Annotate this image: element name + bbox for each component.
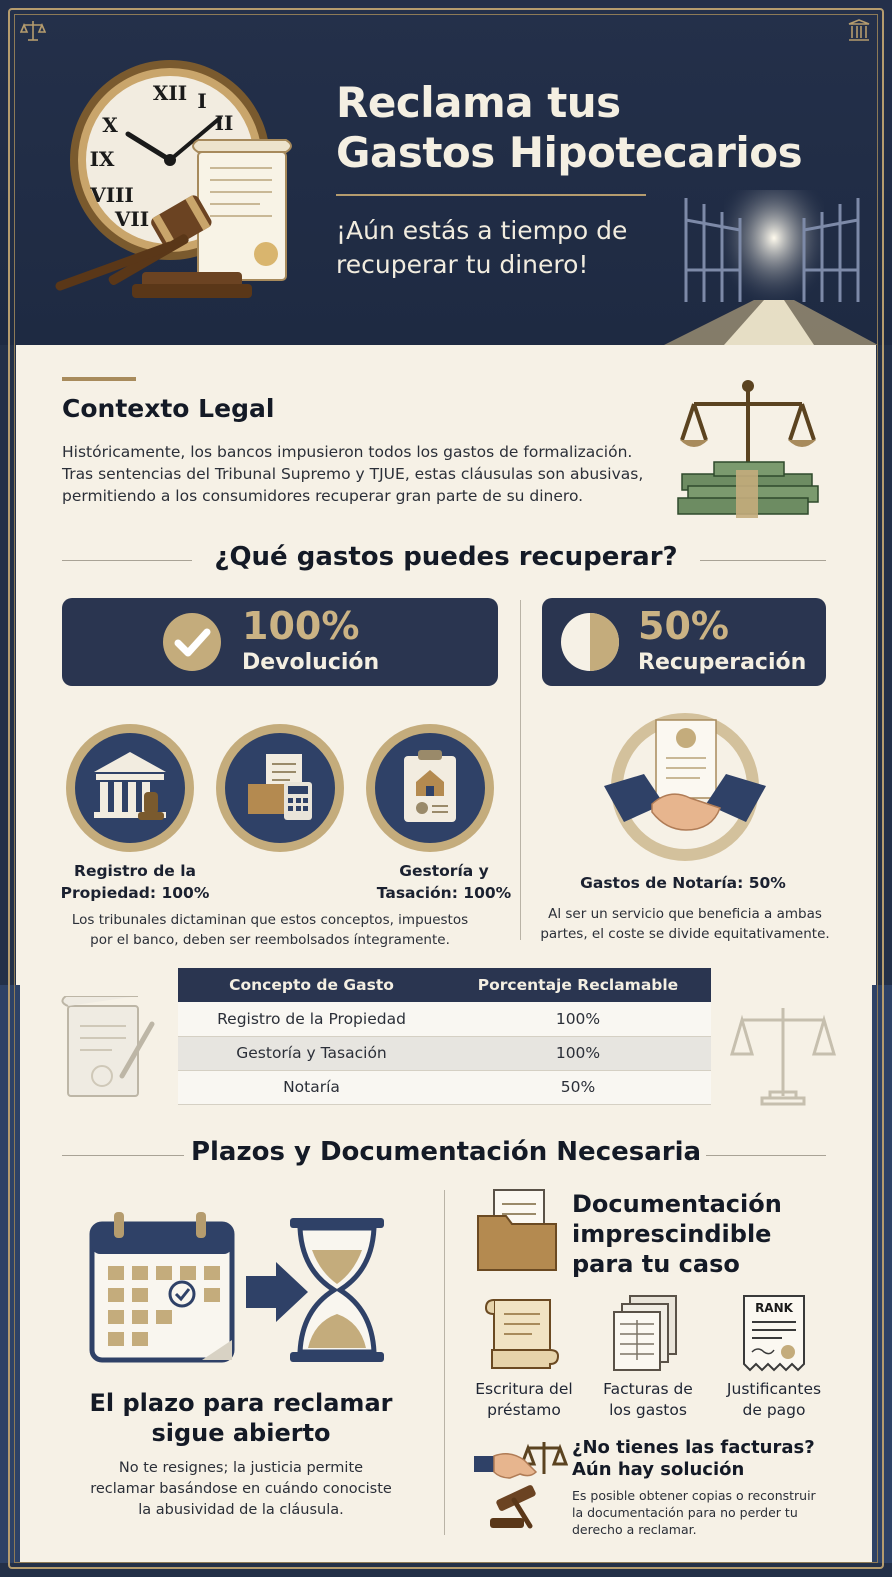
half-refund-percent: 50%	[638, 604, 729, 648]
main-title	[336, 78, 856, 178]
right-side-band	[872, 985, 892, 1563]
folder-calculator-icon	[236, 744, 324, 832]
table-cell: Registro de la Propiedad	[178, 1002, 445, 1036]
table-cell: Gestoría y Tasación	[178, 1036, 445, 1070]
svg-text:X: X	[102, 113, 118, 137]
notary-caption: Gastos de Notaría: 50%	[580, 874, 786, 892]
documentation-title: Documentación imprescindible para tu caso	[572, 1190, 782, 1278]
context-title: Contexto Legal	[62, 394, 275, 423]
checkmark-icon	[162, 612, 222, 672]
courthouse-icon	[86, 744, 174, 832]
doc-receipts-caption: Justificantes de pago	[726, 1380, 822, 1419]
full-refund-banner	[62, 598, 498, 686]
expenses-table	[178, 968, 711, 1105]
open-gates-illustration	[664, 190, 878, 345]
deed-scroll-icon	[482, 1294, 566, 1372]
calendar-hourglass-illustration	[86, 1210, 396, 1370]
table-cell: 100%	[445, 1002, 711, 1036]
invoices-icon	[610, 1294, 684, 1372]
header-banner	[0, 0, 892, 345]
title-divider	[336, 194, 646, 196]
half-refund-label: Recuperación	[638, 650, 807, 675]
scales-corner-icon	[20, 18, 46, 44]
svg-text:XII: XII	[152, 81, 188, 105]
no-invoices-title: ¿No tienes las facturas? Aún hay solución	[572, 1437, 815, 1480]
half-refund-note: Al ser un servicio que beneficia a ambas partes, el coste se divide equitativamente.	[540, 906, 830, 942]
clipboard-house-icon	[386, 744, 474, 832]
registry-caption: Registro de la Propiedad: 100%	[60, 862, 210, 902]
deadlines-column-divider	[444, 1190, 445, 1535]
no-invoices-text: Es posible obtener copias o reconstruir la documentación para no perder tu derecho a reclamar.	[572, 1488, 816, 1537]
svg-text:IX: IX	[89, 147, 115, 171]
management-caption: Gestoría y Tasación: 100%	[376, 862, 512, 902]
scales-decoration-icon	[728, 996, 838, 1106]
context-text: Históricamente, los bancos impusieron todos los gastos de formalización. Tras sentencias del Tribunal Supremo y TJUE, estas cláusulas son abusivas, permitiendo a los consumidores recuperar gran parte de su dinero.	[62, 443, 644, 505]
folder-documents-icon	[472, 1186, 562, 1276]
deadline-open-caption: El plazo para reclamar sigue abierto	[89, 1389, 393, 1447]
table-cell: Notaría	[178, 1070, 445, 1104]
svg-text:I: I	[197, 89, 207, 113]
svg-text:VII: VII	[114, 207, 150, 231]
management-badge	[216, 724, 344, 852]
subtitle	[336, 214, 676, 282]
half-circle-icon	[560, 612, 620, 672]
appraisal-badge	[366, 724, 494, 852]
table-header-row	[178, 968, 711, 1002]
table-cell: 100%	[445, 1036, 711, 1070]
full-refund-percent: 100%	[242, 604, 360, 648]
receipt-icon	[738, 1292, 810, 1372]
section-accent-bar	[62, 377, 136, 381]
contract-decoration-icon	[52, 996, 162, 1106]
table-row	[178, 1036, 711, 1070]
recover-title: ¿Qué gastos puedes recuperar?	[214, 542, 678, 572]
registry-badge	[66, 724, 194, 852]
clock-gavel-illustration	[50, 60, 310, 320]
half-refund-banner	[542, 598, 826, 686]
left-side-band	[0, 985, 20, 1563]
table-header-concept: Concepto de Gasto	[178, 968, 445, 1002]
table-row	[178, 1002, 711, 1036]
column-corner-icon	[846, 18, 872, 44]
title-line-2: Gastos Hipotecarios	[336, 128, 803, 177]
full-refund-note: Los tribunales dictaminan que estos conceptos, impuestos por el banco, deben ser reembolsados íntegramente.	[71, 912, 469, 948]
doc-invoices-caption: Facturas de los gastos	[603, 1380, 693, 1419]
subtitle-line-2: recuperar tu dinero!	[336, 250, 589, 279]
table-cell: 50%	[445, 1070, 711, 1104]
deadlines-title: Plazos y Documentación Necesaria	[190, 1137, 702, 1167]
table-row	[178, 1070, 711, 1104]
svg-text:VIII: VIII	[90, 183, 134, 207]
title-line-1: Reclama tus	[336, 78, 621, 127]
receipt-mark: RANK	[755, 1301, 793, 1315]
full-refund-label: Devolución	[242, 650, 380, 675]
subtitle-line-1: ¡Aún estás a tiempo de	[336, 216, 628, 245]
scales-money-icon	[674, 374, 824, 532]
deadline-note: No te resignes; la justicia permite reclamar basándose en cuándo conociste la abusividad de la cláusula.	[90, 1460, 392, 1518]
table-header-percent: Porcentaje Reclamable	[445, 968, 711, 1002]
hand-gavel-icon	[470, 1434, 568, 1534]
svg-text:II: II	[214, 111, 234, 135]
doc-deed-caption: Escritura del préstamo	[475, 1380, 573, 1419]
notary-handshake-icon	[600, 712, 770, 862]
